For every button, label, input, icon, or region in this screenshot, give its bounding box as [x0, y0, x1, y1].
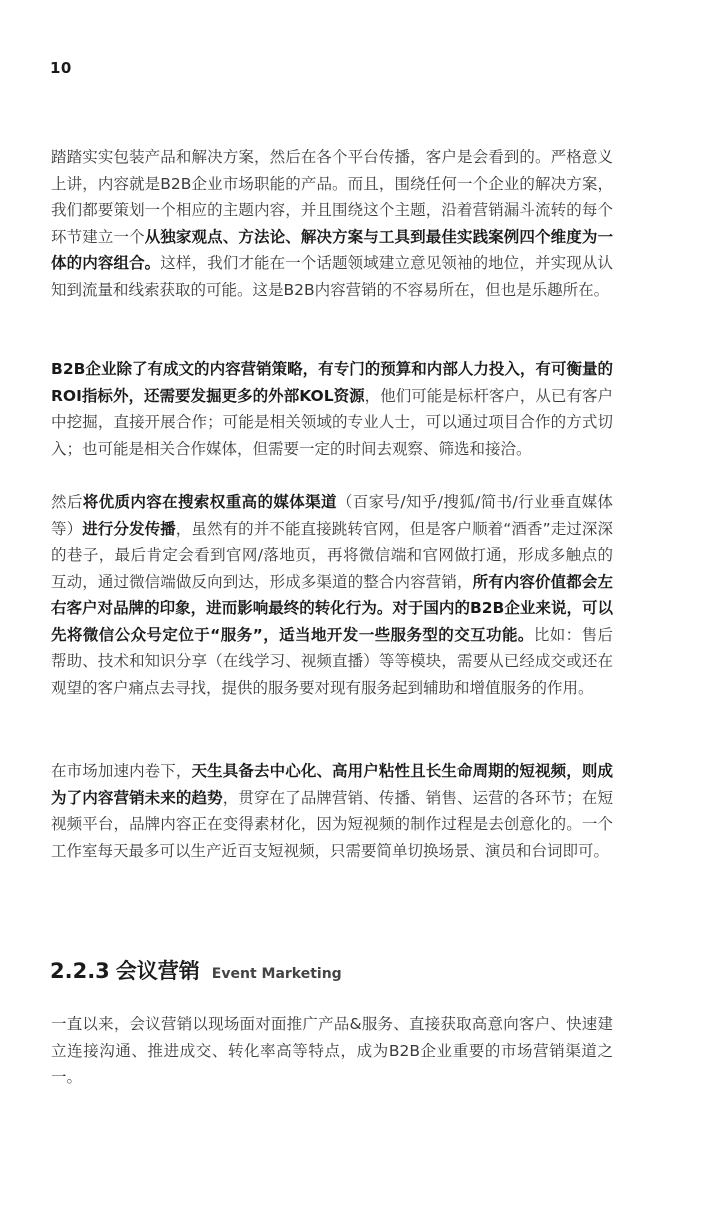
section-heading	[50, 955, 342, 985]
text-run: 这样，我们才能在一个话题领域建立意见领袖的地位，并实现从认知到流量和线索获取的可能。这是B2B内容营销的不容易所在，但也是乐趣所在。	[51, 254, 613, 299]
bold-run: 从独家观点、方法论、解决方案与工具到最佳实践案例四个维度为一体的内容组合。	[51, 227, 613, 272]
page-number: 10	[50, 59, 72, 77]
paragraph-kol-resources	[51, 356, 613, 462]
text-run: （百家号/知乎/搜狐/简书/行业垂直媒体等）	[51, 493, 613, 538]
bold-run: 所有内容价值都会左右客户对品牌的印象，进而影响最终的转化行为。对于国内的B2B企业来说，可以先将微信公众号定位于“服务”，适当地开发一些服务型的交互功能。	[51, 572, 613, 644]
text-run: 然后	[51, 493, 83, 511]
text-run: 一直以来，会议营销以现场面对面推广产品&服务、直接获取高意向客户、快速建立连接沟通、推进成交、转化率高等特点，成为B2B企业重要的市场营销渠道之一。	[51, 1015, 613, 1086]
section-subtitle: Event Marketing	[211, 966, 342, 982]
section-number: 2.2.3	[50, 959, 110, 983]
text-run: ，他们可能是标杆客户，从已有客户中挖掘，直接开展合作；可能是相关领域的专业人士，可以通过项目合作的方式切入；也可能是相关合作媒体，但需要一定的时间去观察、筛选和接洽。	[51, 386, 613, 458]
paragraph-content-packaging	[51, 144, 613, 303]
paragraph-event-marketing	[51, 1011, 613, 1091]
text-run: ，贯穿在了品牌营销、传播、销售、运营的各环节；在短视频平台，品牌内容正在变得素材化，因为短视频的制作过程是去创意化的。一个工作室每天最多可以生产近百支短视频，只需要简单切换场景、演员和台词即可。	[51, 788, 613, 860]
bold-run: 进行分发传播	[82, 519, 176, 538]
text-run: ，虽然有的并不能直接跳转官网，但是客户顺着“酒香”走过深深的巷子，最后肯定会看到官网/落地页，再将微信端和官网做打通，形成多触点的互动，通过微信端做反向到达，形成多渠道的整合内容营销，	[51, 519, 613, 591]
text-run: 比如：售后帮助、技术和知识分享（在线学习、视频直播）等等模块，需要从已经成交或还在观望的客户痛点去寻找，提供的服务要对现有服务起到辅助和增值服务的作用。	[51, 625, 613, 697]
bold-run: 将优质内容在搜索权重高的媒体渠道	[82, 493, 337, 511]
section-title: 会议营销	[115, 959, 200, 983]
bold-run: 天生具备去中心化、高用户粘性且长生命周期的短视频，则成为了内容营销未来的趋势	[51, 762, 613, 807]
text-run: 在市场加速内卷下，	[51, 762, 192, 780]
bold-run: B2B企业除了有成文的内容营销策略，有专门的预算和内部人力投入，有可衡量的ROI指标外，还需要发掘更多的外部KOL资源	[51, 360, 613, 405]
text-run: 踏踏实实包装产品和解决方案，然后在各个平台传播，客户是会看到的。严格意义上讲，内容就是B2B企业市场职能的产品。而且，围绕任何一个企业的解决方案，我们都要策划一个相应的主题内容，并且围绕这个主题，沿着营销漏斗流转的每个环节建立一个	[51, 148, 613, 246]
paragraph-short-video	[51, 758, 613, 864]
paragraph-distribution-channels	[51, 489, 613, 701]
